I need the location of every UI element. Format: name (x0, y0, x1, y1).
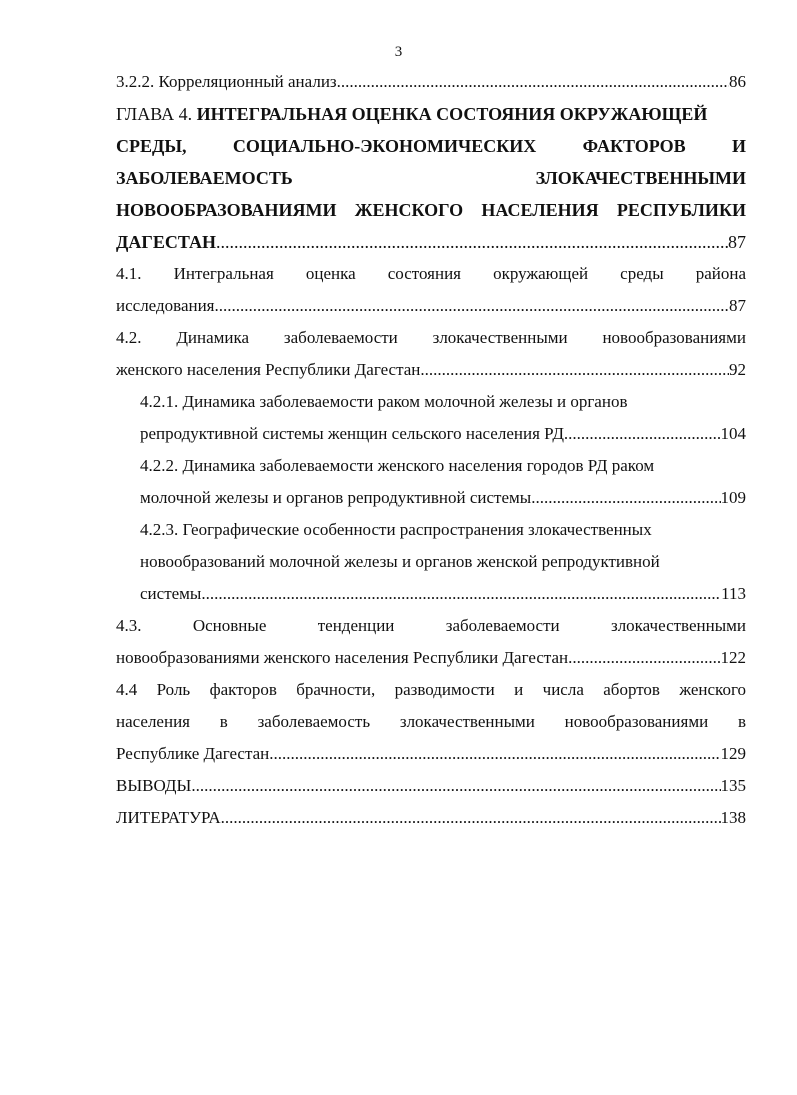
toc-entry-line (140, 482, 746, 514)
toc-page-number: 87 (729, 296, 746, 315)
toc-entry-4-2 (116, 322, 746, 386)
toc-entry-4-2-2 (140, 450, 746, 514)
toc-entry-line: 4.1. Интегральная оценка состояния окружающей среды района (116, 264, 746, 283)
chapter-prefix: ГЛАВА 4. (116, 104, 193, 124)
toc-entry-text: ВЫВОДЫ (116, 776, 192, 795)
toc-page-number: 135 (720, 776, 746, 795)
toc-entry-line: 4.4 Роль факторов брачности, разводимости и числа абортов женского (116, 680, 746, 699)
toc-entry-4-4 (116, 674, 746, 770)
toc-page-number: 113 (721, 584, 746, 603)
toc-entry-text: репродуктивной системы женщин сельского населения РД (140, 424, 564, 443)
toc-entry-line (140, 578, 746, 610)
toc-entry-4-3 (116, 610, 746, 674)
toc-entry-line (116, 354, 746, 386)
toc-page-number: 122 (720, 648, 746, 667)
leader-dots (564, 418, 721, 450)
leader-dots (201, 578, 721, 610)
toc-entry-text: системы (140, 584, 202, 603)
toc-entry-line (116, 642, 746, 674)
toc-entry-text: 3.2.2. Корреляционный анализ (116, 72, 337, 91)
toc-entry-3-2-2 (116, 66, 746, 98)
toc-chapter-line-5 (116, 226, 746, 258)
table-of-contents (116, 66, 746, 834)
toc-entry-text: Республике Дагестан (116, 744, 270, 763)
leader-dots (215, 290, 729, 322)
leader-dots (221, 802, 721, 834)
toc-chapter-line-1 (116, 98, 746, 130)
toc-chapter-4 (116, 98, 746, 258)
toc-page-number: 109 (720, 488, 746, 507)
toc-entry-4-2-1 (140, 386, 746, 450)
toc-entry-literature (116, 802, 746, 834)
leader-dots (337, 66, 729, 98)
toc-entry-line: населения в заболеваемость злокачественными новообразованиями в (116, 712, 746, 731)
toc-chapter-line-3: ЗАБОЛЕВАЕМОСТЬ ЗЛОКАЧЕСТВЕННЫМИ (116, 168, 746, 188)
toc-entry-line: 4.2. Динамика заболеваемости злокачественными новообразованиями (116, 328, 746, 347)
toc-page-number: 104 (720, 424, 746, 443)
leader-dots (191, 770, 720, 802)
toc-entry-text: исследования (116, 296, 215, 315)
toc-page-number: 138 (720, 808, 746, 827)
toc-entry-line: новообразований молочной железы и органов женской репродуктивной (140, 552, 660, 571)
toc-entry-line: 4.2.3. Географические особенности распространения злокачественных (140, 520, 652, 539)
page-number: 3 (394, 44, 403, 60)
toc-page-number: 86 (729, 72, 746, 91)
toc-chapter-line-2: СРЕДЫ, СОЦИАЛЬНО-ЭКОНОМИЧЕСКИХ ФАКТОРОВ И (116, 136, 746, 156)
toc-entry-4-1 (116, 258, 746, 322)
toc-entry-line (116, 738, 746, 770)
leader-dots (216, 226, 728, 258)
toc-entry-line: 4.2.2. Динамика заболеваемости женского населения городов РД раком (140, 456, 655, 475)
toc-chapter-line-4: НОВООБРАЗОВАНИЯМИ ЖЕНСКОГО НАСЕЛЕНИЯ РЕСПУБЛИКИ (116, 200, 746, 220)
leader-dots (531, 482, 720, 514)
toc-page-number: 92 (729, 360, 746, 379)
toc-entry-text: новообразованиями женского населения Республики Дагестан (116, 648, 569, 667)
leader-dots (568, 642, 720, 674)
leader-dots (420, 354, 729, 386)
toc-entry-line (140, 418, 746, 450)
toc-entry-line (116, 290, 746, 322)
toc-entry-conclusions (116, 770, 746, 802)
toc-entry-text: женского населения Республики Дагестан (116, 360, 421, 379)
toc-entry-text: молочной железы и органов репродуктивной системы (140, 488, 532, 507)
leader-dots (269, 738, 720, 770)
toc-entry-text: ЛИТЕРАТУРА (116, 808, 221, 827)
toc-page-number: 129 (720, 744, 746, 763)
toc-entry-text: ДАГЕСТАН (116, 232, 216, 252)
chapter-title-part: ИНТЕГРАЛЬНАЯ ОЦЕНКА СОСТОЯНИЯ ОКРУЖАЮЩЕЙ (196, 104, 708, 124)
toc-entry-4-2-3 (140, 514, 746, 610)
toc-entry-line: 4.2.1. Динамика заболеваемости раком молочной железы и органов (140, 392, 628, 411)
toc-page-number: 87 (728, 232, 746, 252)
toc-entry-line: 4.3. Основные тенденции заболеваемости злокачественными (116, 616, 746, 635)
